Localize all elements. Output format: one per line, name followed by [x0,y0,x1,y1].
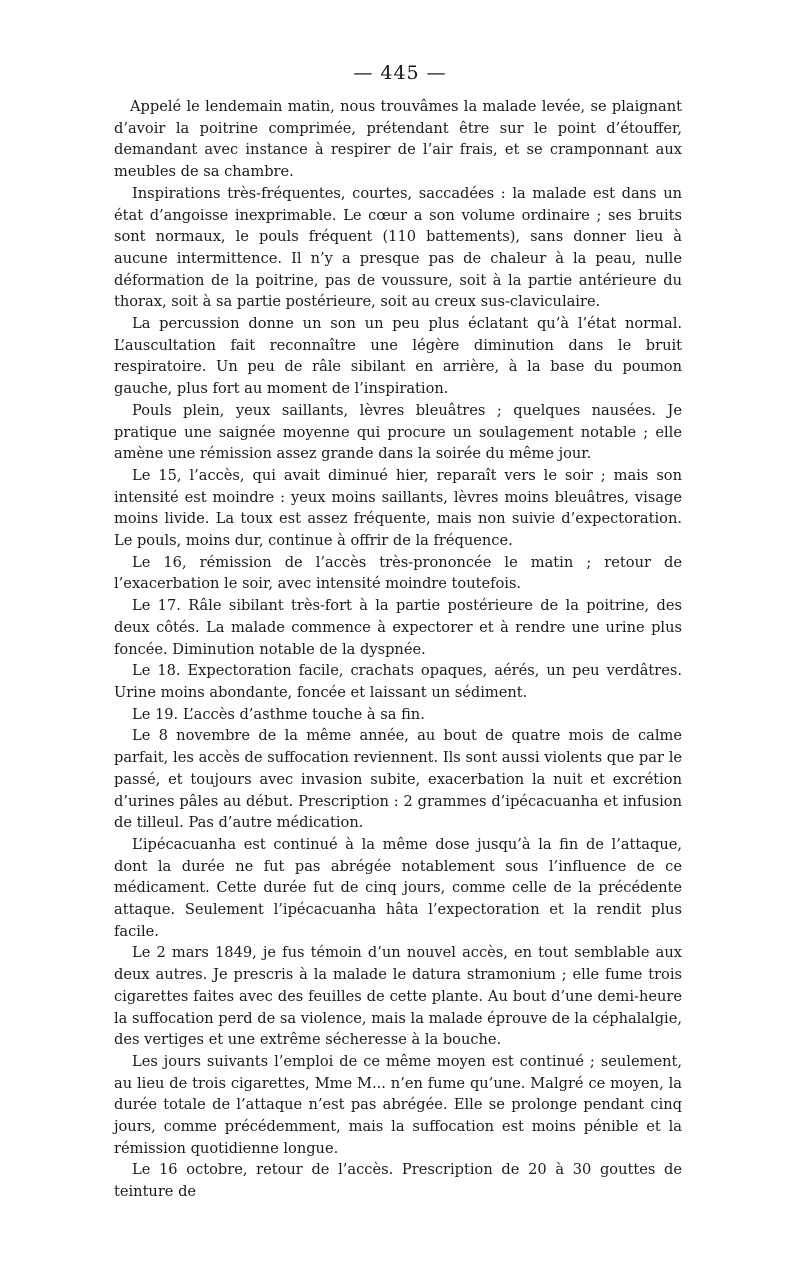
paragraph: Appelé le lendemain matin, nous trouvâmes la malade levée, se plaignant d’avoir la poitrine comprimée, prétendant être sur le point d’étouffer, demandant avec instance à respirer de l’air frais, et se cramponnant aux meubles de sa chambre. [114,98,682,181]
paragraph: Le 19. L’accès d’asthme touche à sa fin. [132,705,425,723]
body-text [114,96,682,1203]
paragraph: La percussion donne un son un peu plus éclatant qu’à l’état normal. L’auscultation fait reconnaître une légère diminution dans le bruit respiratoire. Un peu de râle sibilant en arrière, à la base du poumon gauche, plus fort au moment de l’inspiration. [114,315,682,398]
paragraph: Le 16, rémission de l’accès très-prononcée le matin ; retour de l’exacerbation le soir, avec intensité moindre toutefois. [114,553,682,593]
paragraph: Le 17. Râle sibilant très-fort à la partie postérieure de la poitrine, des deux côtés. La malade commence à expectorer et à rendre une urine plus foncée. Diminution notable de la dyspnée. [114,597,682,658]
paragraph: Le 15, l’accès, qui avait diminué hier, reparaît vers le soir ; mais son intensité est moindre : yeux moins saillants, lèvres moins bleuâtres, visage moins livide. La toux est assez fréquente, mais non suivie d’expectoration. Le pouls, moins dur, continue à offrir de la fréquence. [114,466,682,550]
paragraph: Le 8 novembre de la même année, au bout de quatre mois de calme parfait, les accès de suffocation reviennent. Ils sont aussi violents que par le passé, et toujours avec invasion subite, exacerbation la nuit et excrétion d’urines pâles au début. Prescription : 2 grammes d’ipécacuanha et infusion de tilleul. Pas d’autre médication. [114,727,682,832]
paragraph: L’ipécacuanha est continué à la même dose jusqu’à la fin de l’attaque, dont la durée ne fut pas abrégée notablement sous l’influence de ce médicament. Cette durée fut de cinq jours, comme celle de la précédente attaque. Seulement l’ipécacuanha hâta l’expectoration et la rendit plus facile. [114,835,682,940]
paragraph: Inspirations très-fréquentes, courtes, saccadées : la malade est dans un état d’angoisse inexprimable. Le cœur a son volume ordinaire ; ses bruits sont normaux, le pouls fréquent (110 battements), sans donner lieu à aucune intermittence. Il n’y a presque pas de chaleur à la peau, nulle déformation de la poitrine, pas de voussure, soit à la partie antérieure du thorax, soit à sa partie postérieure, soit au creux sus-claviculaire. [114,184,682,311]
paragraph: Le 18. Expectoration facile, crachats opaques, aérés, un peu verdâtres. Urine moins abondante, foncée et laissant un sédiment. [114,662,682,701]
paragraph: Pouls plein, yeux saillants, lèvres bleuâtres ; quelques nausées. Je pratique une saignée moyenne qui procure un soulagement notable ; elle amène une rémission assez grande dans la soirée du même jour. [114,401,682,463]
paragraph: Le 2 mars 1849, je fus témoin d’un nouvel accès, en tout semblable aux deux autres. Je prescris à la malade le datura stramonium ; elle fume trois cigarettes faites avec des feuilles de cette plante. Au bout d’une demi-heure la suffocation perd de sa violence, mais la malade éprouve de la céphalalgie, des vertiges et une extrême sécheresse à la bouche. [114,944,682,1049]
page-number: — 445 — [353,62,447,84]
paragraph: Les jours suivants l’emploi de ce même moyen est continué ; seulement, au lieu de trois cigarettes, Mme M... n’en fume qu’une. Malgré ce moyen, la durée totale de l’attaque n’est pas abrégée. Elle se prolonge pendant cinq jours, comme précédemment, mais la suffocation est moins pénible et la rémission quotidienne longue. [114,1052,682,1157]
paragraph: Le 16 octobre, retour de l’accès. Prescription de 20 à 30 gouttes de teinture de [114,1161,682,1201]
